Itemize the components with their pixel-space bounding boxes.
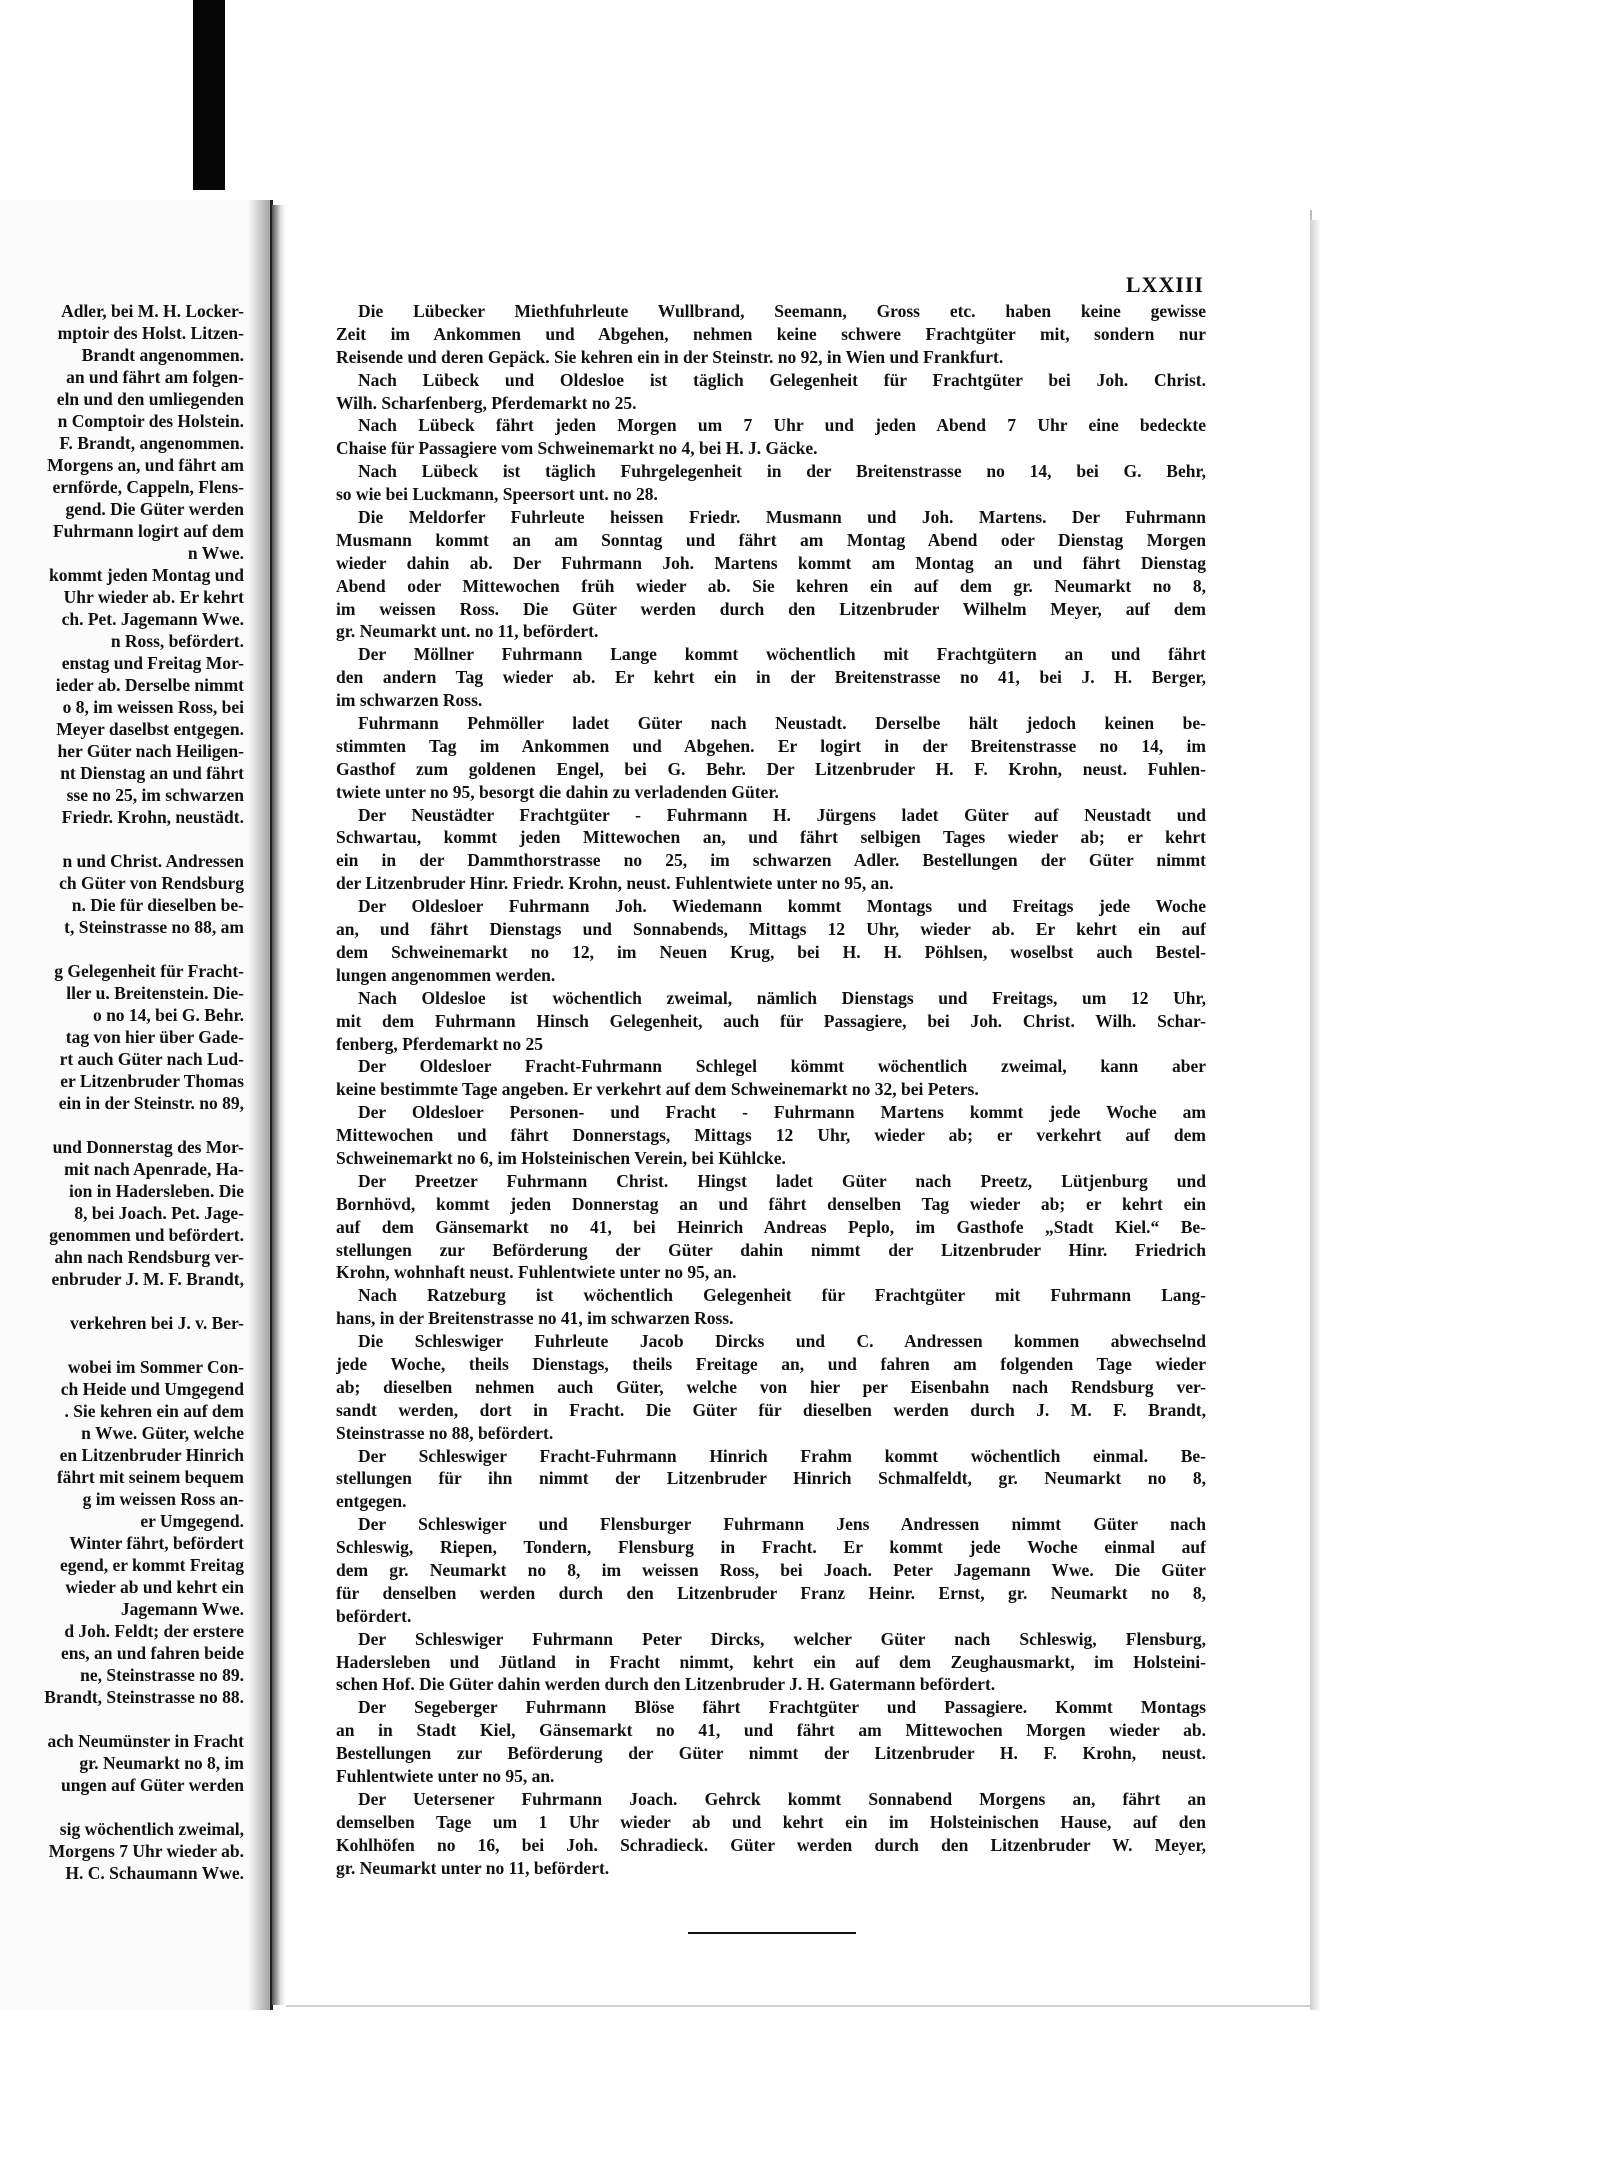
paragraph-line: Bestellungen zur Beförderung der Güter nimmt der Litzenbruder H. F. Krohn, neust. [336, 1743, 1206, 1764]
paragraph-line: gr. Neumarkt unter no 11, befördert. [336, 1857, 610, 1878]
left-page-line: ernförde, Cappeln, Flens- [52, 477, 244, 497]
paragraph-line: Der Oldesloer Personen- und Fracht - Fuhrmann Martens kommt jede Woche am [358, 1102, 1206, 1123]
paragraph-line: Abend oder Mittewochen früh wieder ab. Sie kehren ein auf dem gr. Neumarkt no 8, [336, 575, 1206, 596]
left-page-line: ungen auf Güter werden [61, 1775, 244, 1795]
paragraph-line: für denselben werden durch den Litzenbruder Franz Heinr. Ernst, gr. Neumarkt no 8, [336, 1582, 1206, 1603]
paragraph-line: im weissen Ross. Die Güter werden durch den Litzenbruder Wilhelm Meyer, auf dem [336, 598, 1206, 619]
paragraph [336, 895, 1206, 987]
paragraph-line: hans, in der Breitenstrasse no 41, im schwarzen Ross. [336, 1308, 734, 1329]
paragraph-line: dem gr. Neumarkt no 8, im weissen Ross, bei Joach. Peter Jagemann Wwe. Die Güter [336, 1559, 1206, 1580]
left-page-line: n Comptoir des Holstein. [57, 411, 244, 431]
paragraph [336, 1170, 1206, 1284]
left-page-line: g im weissen Ross an- [82, 1489, 244, 1509]
paragraph-line: Der Möllner Fuhrmann Lange kommt wöchentlich mit Frachtgütern an und fährt [358, 644, 1206, 665]
left-page-line: und Donnerstag des Mor- [52, 1137, 244, 1157]
paragraph-line: befördert. [336, 1605, 412, 1626]
paragraph-line: Schleswig, Riepen, Tondern, Flensburg in Fracht. Er kommt jede Woche einmal auf [336, 1537, 1206, 1558]
paragraph [336, 987, 1206, 1056]
left-page-line: ne, Steinstrasse no 89. [80, 1665, 244, 1685]
paragraph [336, 369, 1206, 415]
left-page-line: ller u. Breitenstein. Die- [66, 983, 244, 1003]
paragraph [336, 1696, 1206, 1788]
left-page-line: tag von hier über Gade- [65, 1027, 244, 1047]
paragraph [336, 804, 1206, 896]
paragraph [336, 1513, 1206, 1627]
paragraph-line: Fuhlentwiete unter no 95, an. [336, 1766, 555, 1786]
paragraph-line: sandt werden, dort in Fracht. Die Güter für dieselben werden durch J. M. F. Brandt, [336, 1399, 1206, 1420]
left-page-line: enstag und Freitag Mor- [61, 653, 244, 673]
left-page-line: rt auch Güter nach Lud- [59, 1049, 244, 1069]
book-binding-strip [193, 0, 225, 190]
left-page-line: Fuhrmann logirt auf dem [52, 521, 244, 541]
left-page-line: ahn nach Rendsburg ver- [54, 1247, 244, 1267]
paragraph-line: jede Woche, theils Dienstags, theils Freitage an, und fahren am folgenden Tage wieder [336, 1353, 1206, 1374]
paragraph-line: Der Schleswiger Fracht-Fuhrmann Hinrich Frahm kommt wöchentlich einmal. Be- [358, 1445, 1206, 1466]
left-page-line: an und fährt am folgen- [66, 367, 244, 387]
paragraph-line: stimmten Tag im Ankommen und Abgehen. Er logirt in der Breitenstrasse no 14, im [336, 735, 1206, 756]
left-page-line [0, 1114, 244, 1136]
left-page-line: Morgens an, und fährt am [47, 455, 244, 475]
paragraph-line: Nach Lübeck fährt jeden Morgen um 7 Uhr und jeden Abend 7 Uhr eine bedeckte [358, 415, 1206, 436]
paragraph-line: Der Uetersener Fuhrmann Joach. Gehrck kommt Sonnabend Morgens an, fährt an [358, 1788, 1206, 1809]
left-page-line: n Wwe. Güter, welche [81, 1423, 244, 1443]
left-page-line: ch Heide und Umgegend [60, 1379, 244, 1399]
left-page-line: sig wöchentlich zweimal, [59, 1819, 244, 1839]
left-page-line: enbruder J. M. F. Brandt, [51, 1269, 244, 1289]
paragraph-line: mit dem Fuhrmann Hinsch Gelegenheit, auch für Passagiere, bei Joh. Christ. Wilh. Schar- [336, 1010, 1206, 1031]
left-page-line: d Joh. Feldt; der erstere [64, 1621, 244, 1641]
left-page-line: H. C. Schaumann Wwe. [65, 1863, 244, 1883]
left-page-line: verkehren bei J. v. Ber- [69, 1313, 244, 1333]
left-page-line [0, 828, 244, 850]
paragraph-line: gr. Neumarkt unt. no 11, befördert. [336, 621, 599, 642]
left-page-line: ch Güter von Rendsburg [59, 873, 244, 893]
paragraph-line: Die Schleswiger Fuhrleute Jacob Dircks und C. Andressen kommen abwechselnd [358, 1331, 1206, 1352]
paragraph-line: Der Segeberger Fuhrmann Blöse fährt Frachtgüter und Passagiere. Kommt Montags [358, 1697, 1206, 1718]
left-page-line: ieder ab. Derselbe nimmt [55, 675, 244, 695]
paragraph-line: Schweinemarkt no 6, im Holsteinischen Verein, bei Kühlcke. [336, 1147, 786, 1168]
right-page-text [336, 300, 1206, 1879]
paragraph [336, 1330, 1206, 1444]
left-page-line: sse no 25, im schwarzen [66, 785, 244, 805]
paragraph [336, 460, 1206, 506]
paragraph [336, 712, 1206, 804]
paragraph-line: demselben Tage um 1 Uhr wieder ab und kehrt ein im Holsteinischen Hause, auf den [336, 1811, 1206, 1832]
left-page-line: mit nach Apenrade, Ha- [64, 1159, 244, 1179]
paragraph-line: auf dem Gänsemarkt no 41, bei Heinrich Andreas Peplo, im Gasthofe „Stadt Kiel.“ Be- [336, 1216, 1206, 1237]
left-page-line: t, Steinstrasse no 88, am [64, 917, 244, 937]
paragraph-line: lungen angenommen werden. [336, 964, 556, 985]
paragraph-line: Steinstrasse no 88, befördert. [336, 1422, 554, 1443]
paragraph-line: an in Stadt Kiel, Gänsemarkt no 41, und fährt am Mittewochen Morgen wieder ab. [336, 1720, 1206, 1741]
left-page-line: kommt jeden Montag und [49, 565, 244, 585]
left-page-line: gend. Die Güter werden [65, 499, 244, 519]
paragraph-line: Nach Ratzeburg ist wöchentlich Gelegenheit für Frachtgüter mit Fuhrmann Lang- [358, 1285, 1206, 1306]
left-page-shadow [248, 200, 270, 2010]
paragraph-line: dem Schweinemarkt no 12, im Neuen Krug, bei H. H. Pöhlsen, woselbst auch Bestel- [336, 941, 1206, 962]
left-page-line: wobei im Sommer Con- [67, 1357, 244, 1377]
left-page-line: nt Dienstag an und fährt [60, 763, 244, 783]
left-page-line: 8, bei Joach. Pet. Jage- [74, 1203, 244, 1223]
paragraph-line: Der Schleswiger und Flensburger Fuhrmann Jens Andressen nimmt Güter nach [358, 1514, 1206, 1535]
paragraph-line: Der Preetzer Fuhrmann Christ. Hingst ladet Güter nach Preetz, Lütjenburg und [358, 1170, 1206, 1191]
paragraph [336, 1055, 1206, 1101]
paragraph-line: Bornhövd, kommt jeden Donnerstag an und fährt denselben Tag wieder ab; er kehrt ein [336, 1193, 1206, 1214]
paragraph-line: schen Hof. Die Güter dahin werden durch den Litzenbruder J. H. Gatermann befördert. [336, 1674, 996, 1695]
paragraph-line: Reisende und deren Gepäck. Sie kehren ein in der Steinstr. no 92, in Wien und Frankfurt. [336, 346, 1004, 367]
left-page-line: er Litzenbruder Thomas [60, 1071, 244, 1091]
paragraph [336, 300, 1206, 369]
left-page-line [0, 1796, 244, 1818]
paragraph-line: Der Neustädter Frachtgüter - Fuhrmann H. Jürgens ladet Güter auf Neustadt und [358, 804, 1206, 825]
left-page-line [0, 938, 244, 960]
left-page-line: ens, an und fahren beide [61, 1643, 244, 1663]
left-page-line: n und Christ. Andressen [62, 851, 244, 871]
paragraph-line: den andern Tag wieder ab. Er kehrt ein in der Breitenstrasse no 41, bei J. H. Berger, [336, 667, 1206, 688]
paragraph-line: Die Lübecker Miethfuhrleute Wullbrand, Seemann, Gross etc. haben keine gewisse [358, 301, 1206, 321]
left-page-line: Jagemann Wwe. [120, 1599, 244, 1619]
left-page-line: . Sie kehren ein auf dem [64, 1401, 244, 1421]
paragraph-line: Schwartau, kommt jeden Mittewochen an, und fährt selbigen Tages wieder ab; er kehrt [336, 827, 1206, 848]
left-page-line: gr. Neumarkt no 8, im [79, 1753, 244, 1773]
left-page-line: n. Die für dieselben be- [71, 895, 244, 915]
paragraph-line: Nach Lübeck und Oldesloe ist täglich Gelegenheit für Frachtgüter bei Joh. Christ. [358, 369, 1206, 390]
paragraph-line: Gasthof zum goldenen Engel, bei G. Behr. Der Litzenbruder H. F. Krohn, neust. Fuhlen- [336, 758, 1206, 779]
paragraph-line: Der Schleswiger Fuhrmann Peter Dircks, welcher Güter nach Schleswig, Flensburg, [358, 1628, 1206, 1649]
left-page-line: genommen und befördert. [49, 1225, 244, 1245]
paragraph [336, 1788, 1206, 1880]
book-gutter [272, 205, 286, 2005]
left-page-line: Brandt angenommen. [81, 345, 244, 365]
closing-rule [688, 1932, 856, 1934]
left-page-line: o no 14, bei G. Behr. [92, 1005, 244, 1025]
left-page-line: er Umgegend. [140, 1511, 244, 1531]
left-page-line: mptoir des Holst. Litzen- [57, 323, 244, 343]
left-page [0, 200, 273, 2010]
paragraph-line: an, und fährt Dienstags und Sonnabends, Mittags 12 Uhr, wieder ab. Er kehrt ein auf [336, 919, 1206, 940]
paragraph [336, 414, 1206, 460]
paragraph-line: entgegen. [336, 1491, 407, 1512]
paragraph-line: stellungen für ihn nimmt der Litzenbruder Hinrich Schmalfeldt, gr. Neumarkt no 8, [336, 1468, 1206, 1489]
paragraph-line: Hadersleben und Jütland in Fracht nimmt, kehrt ein auf dem Zeughausmarkt, im Holsteini- [336, 1651, 1206, 1672]
left-page-text [0, 300, 244, 1884]
left-page-line: ch. Pet. Jagemann Wwe. [61, 609, 244, 629]
paragraph [336, 643, 1206, 712]
left-page-line: eln und den umliegenden [56, 389, 244, 409]
left-page-line: F. Brandt, angenommen. [59, 433, 244, 453]
left-page-line: Meyer daselbst entgegen. [56, 719, 244, 739]
paragraph-line: Fuhrmann Pehmöller ladet Güter nach Neustadt. Derselbe hält jedoch keinen be- [358, 713, 1206, 734]
left-page-line: Winter fährt, befördert [69, 1533, 244, 1553]
paragraph-line: Musmann kommt an am Sonntag und fährt am Montag Abend oder Dienstag Morgen [336, 529, 1206, 550]
paragraph-line: Der Oldesloer Fracht-Fuhrmann Schlegel kömmt wöchentlich zweimal, kann aber [358, 1056, 1206, 1077]
paragraph-line: so wie bei Luckmann, Speersort unt. no 28. [336, 484, 658, 505]
paragraph-line: keine bestimmte Tage angeben. Er verkehrt auf dem Schweinemarkt no 32, bei Peters. [336, 1079, 979, 1100]
paragraph-line: twiete unter no 95, besorgt die dahin zu verladenden Güter. [336, 781, 779, 802]
paragraph-line: im schwarzen Ross. [336, 690, 483, 711]
left-page-line: Brandt, Steinstrasse no 88. [44, 1687, 244, 1707]
left-page-line: o 8, im weissen Ross, bei [62, 697, 244, 717]
paragraph-line: Zeit im Ankommen und Abgehen, nehmen keine schwere Frachtgüter mit, sondern nur [336, 323, 1206, 344]
left-page-line: Friedr. Krohn, neustädt. [61, 807, 244, 827]
left-page-line [0, 1290, 244, 1312]
paragraph-line: Mittewochen und fährt Donnerstags, Mittags 12 Uhr, wieder ab; er verkehrt auf dem [336, 1125, 1206, 1146]
left-page-line: Adler, bei M. H. Locker- [61, 301, 244, 321]
paragraph [336, 1101, 1206, 1170]
paragraph-line: Der Oldesloer Fuhrmann Joh. Wiedemann kommt Montags und Freitags jede Woche [358, 896, 1206, 917]
left-page-line: wieder ab und kehrt ein [65, 1577, 244, 1597]
paragraph [336, 1445, 1206, 1514]
paragraph-line: ab; dieselben nehmen auch Güter, welche von hier per Eisenbahn nach Rendsburg ver- [336, 1376, 1206, 1397]
paragraph-line: Nach Lübeck ist täglich Fuhrgelegenheit in der Breitenstrasse no 14, bei G. Behr, [358, 461, 1206, 482]
left-page-line: egend, er kommt Freitag [59, 1555, 244, 1575]
paragraph-line: der Litzenbruder Hinr. Friedr. Krohn, neust. Fuhlentwiete unter no 95, an. [336, 873, 894, 894]
paragraph-line: Krohn, wohnhaft neust. Fuhlentwiete unter no 95, an. [336, 1262, 737, 1283]
paragraph-line: Die Meldorfer Fuhrleute heissen Friedr. Musmann und Joh. Martens. Der Fuhrmann [358, 507, 1206, 528]
paragraph-line: stellungen zur Beförderung der Güter dahin nimmt der Litzenbruder Hinr. Friedrich [336, 1239, 1206, 1260]
left-page-line: g Gelegenheit für Fracht- [54, 961, 244, 981]
left-page-line: n Ross, befördert. [110, 631, 244, 651]
paragraph-line: wieder dahin ab. Der Fuhrmann Joh. Martens kommt am Montag an und fährt Dienstag [336, 552, 1206, 573]
left-page-line [0, 1708, 244, 1730]
paragraph [336, 1628, 1206, 1697]
paragraph-line: Wilh. Scharfenberg, Pferdemarkt no 25. [336, 392, 637, 413]
left-page-line [0, 1334, 244, 1356]
paragraph [336, 506, 1206, 643]
paragraph [336, 1284, 1206, 1330]
left-page-line: Uhr wieder ab. Er kehrt [63, 587, 244, 607]
left-page-line: en Litzenbruder Hinrich [59, 1445, 244, 1465]
page-number: LXXIII [1125, 272, 1204, 297]
left-page-line: Morgens 7 Uhr wieder ab. [48, 1841, 244, 1861]
right-page-edge [1310, 220, 1320, 2010]
left-page-line: fährt mit seinem bequem [56, 1467, 244, 1487]
left-page-line: n Wwe. [187, 543, 244, 563]
paragraph-line: fenberg, Pferdemarkt no 25 [336, 1033, 544, 1054]
left-page-line: ion in Hadersleben. Die [68, 1181, 244, 1201]
paragraph-line: Chaise für Passagiere vom Schweinemarkt no 4, bei H. J. Gäcke. [336, 438, 818, 459]
paragraph-line: Nach Oldesloe ist wöchentlich zweimal, nämlich Dienstags und Freitags, um 12 Uhr, [358, 987, 1206, 1008]
left-page-line: ein in der Steinstr. no 89, [58, 1093, 244, 1113]
paragraph-line: ein in der Dammthorstrasse no 25, im schwarzen Adler. Bestellungen der Güter nimmt [336, 850, 1206, 871]
left-page-line: her Güter nach Heiligen- [57, 741, 244, 761]
left-page-line: ach Neumünster in Fracht [47, 1731, 244, 1751]
paragraph-line: Kohlhöfen no 16, bei Joh. Schradieck. Güter werden durch den Litzenbruder W. Meyer, [336, 1834, 1206, 1855]
